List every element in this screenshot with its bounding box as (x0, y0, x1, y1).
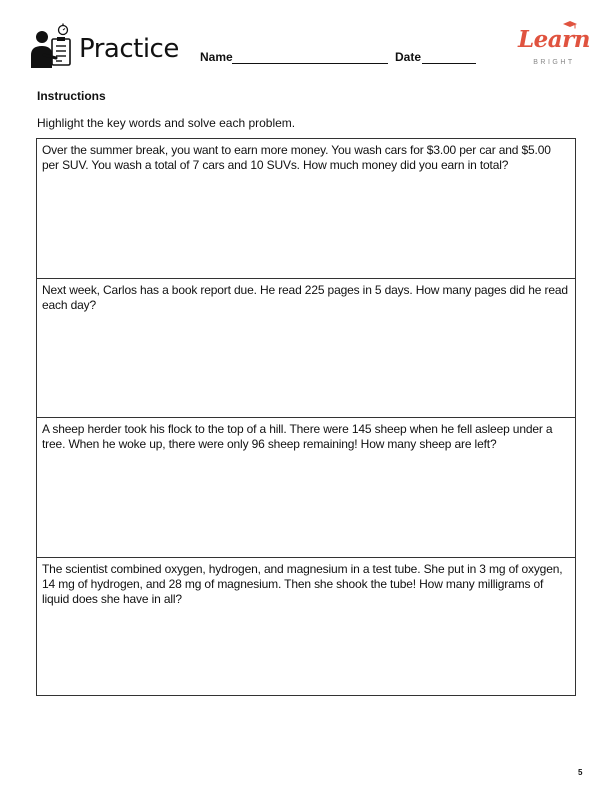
problem-box[interactable] (37, 279, 575, 419)
date-field[interactable] (422, 63, 476, 64)
page-title: Practice (79, 34, 179, 64)
name-field[interactable] (232, 63, 388, 64)
problem-box[interactable] (37, 418, 575, 558)
instructions-heading: Instructions (37, 89, 106, 103)
date-label: Date (395, 50, 422, 64)
page-number: 5 (578, 768, 583, 777)
problem-box[interactable] (37, 139, 575, 279)
logo-subtext: BRIGHT (533, 59, 575, 66)
logo-text: Learn (517, 26, 591, 53)
problem-box[interactable] (37, 558, 575, 698)
learn-bright-logo (516, 26, 592, 70)
name-label: Name (200, 50, 233, 64)
problem-text: Over the summer break, you want to earn more money. You wash cars for $3.00 per car and $5.00 per SUV. You wash a total of 7 cars and 10 SUVs. How much money did you earn in total? (42, 143, 551, 172)
problem-text: The scientist combined oxygen, hydrogen, and magnesium in a test tube. She put in 3 mg of oxygen, 14 mg of hydrogen, and 28 mg of magnesium. Then she shook the tube! How many milligrams of liquid does she have in all? (42, 561, 563, 606)
instructions-text: Highlight the key words and solve each problem. (37, 116, 296, 130)
problem-list (36, 138, 576, 696)
problem-text: A sheep herder took his flock to the top of a hill. There were 145 sheep when he fell asleep under a tree. When he woke up, there were only 96 sheep remaining! How many sheep are left? (42, 422, 553, 451)
problem-text: Next week, Carlos has a book report due. He read 225 pages in 5 days. How many pages did he read each day? (42, 282, 568, 312)
student-practice-icon (30, 22, 74, 70)
